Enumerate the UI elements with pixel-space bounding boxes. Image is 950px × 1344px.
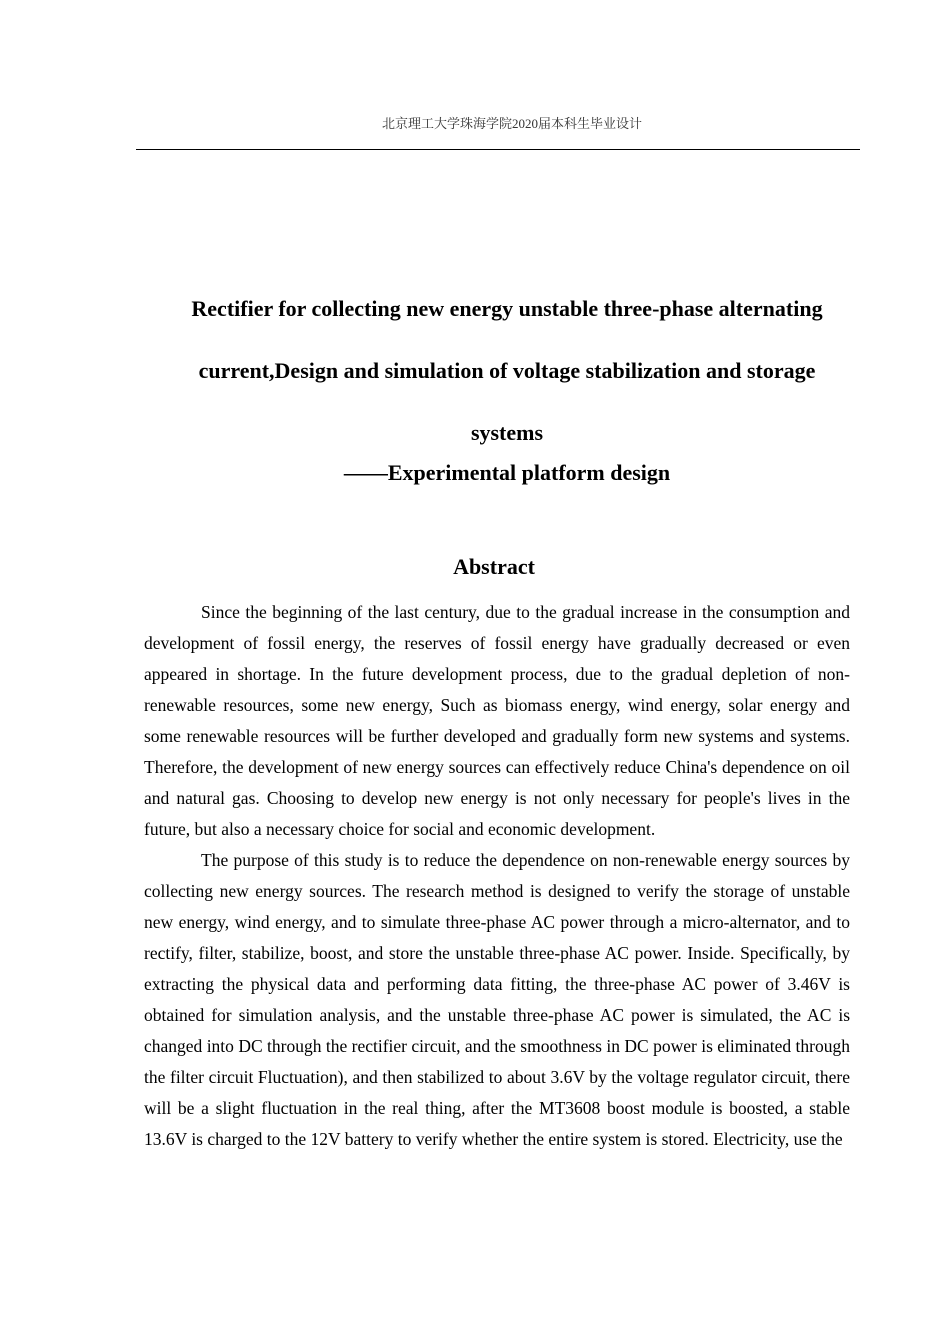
abstract-body <box>144 597 850 1155</box>
title-line-3: systems <box>470 420 544 445</box>
abstract-heading: Abstract <box>453 554 535 579</box>
header-divider <box>136 149 860 150</box>
title-line-1: Rectifier for collecting new energy unstable three-phase alternating <box>191 296 823 321</box>
title-line-2: current,Design and simulation of voltage stabilization and storage <box>198 358 816 383</box>
page-header: 北京理工大学珠海学院2020届本科生毕业设计 <box>381 116 642 131</box>
abstract-paragraph-2: The purpose of this study is to reduce the dependence on non-renewable energy sources by collecting new energy sources. The research method is designed to verify the storage of unstable new energy, wind energy, and to simulate three-phase AC power through a micro-alternator, and to rectify, filter, stabilize, boost, and store the unstable three-phase AC power. Inside. Specifically, by extracting the physical data and performing data fitting, the three-phase AC power of 3.46V is obtained for simulation analysis, and the unstable three-phase AC power is simulated, the AC is changed into DC through the rectifier circuit, and the smoothness in DC power is eliminated through the filter circuit Fluctuation), and then stabilized to about 3.6V by the voltage regulator circuit, there will be a slight fluctuation in the real thing, after the MT3608 boost module is boosted, a stable 13.6V is charged to the 12V battery to verify whether the entire system is stored. Electricity, use the <box>144 850 850 1149</box>
paper-title <box>150 278 864 464</box>
abstract-paragraph-1: Since the beginning of the last century, due to the gradual increase in the consumption and development of fossil energy, the reserves of fossil energy have gradually decreased or even appeared in shortage. In the future development process, due to the gradual depletion of non-renewable resources, some new energy, Such as biomass energy, wind energy, solar energy and some renewable resources will be further developed and gradually form new systems and systems. Therefore, the development of new energy sources can effectively reduce China's dependence on oil and natural gas. Choosing to develop new energy is not only necessary for people's lives in the future, but also a necessary choice for social and economic development. <box>144 602 850 839</box>
paper-subtitle: ——Experimental platform design <box>343 460 671 485</box>
